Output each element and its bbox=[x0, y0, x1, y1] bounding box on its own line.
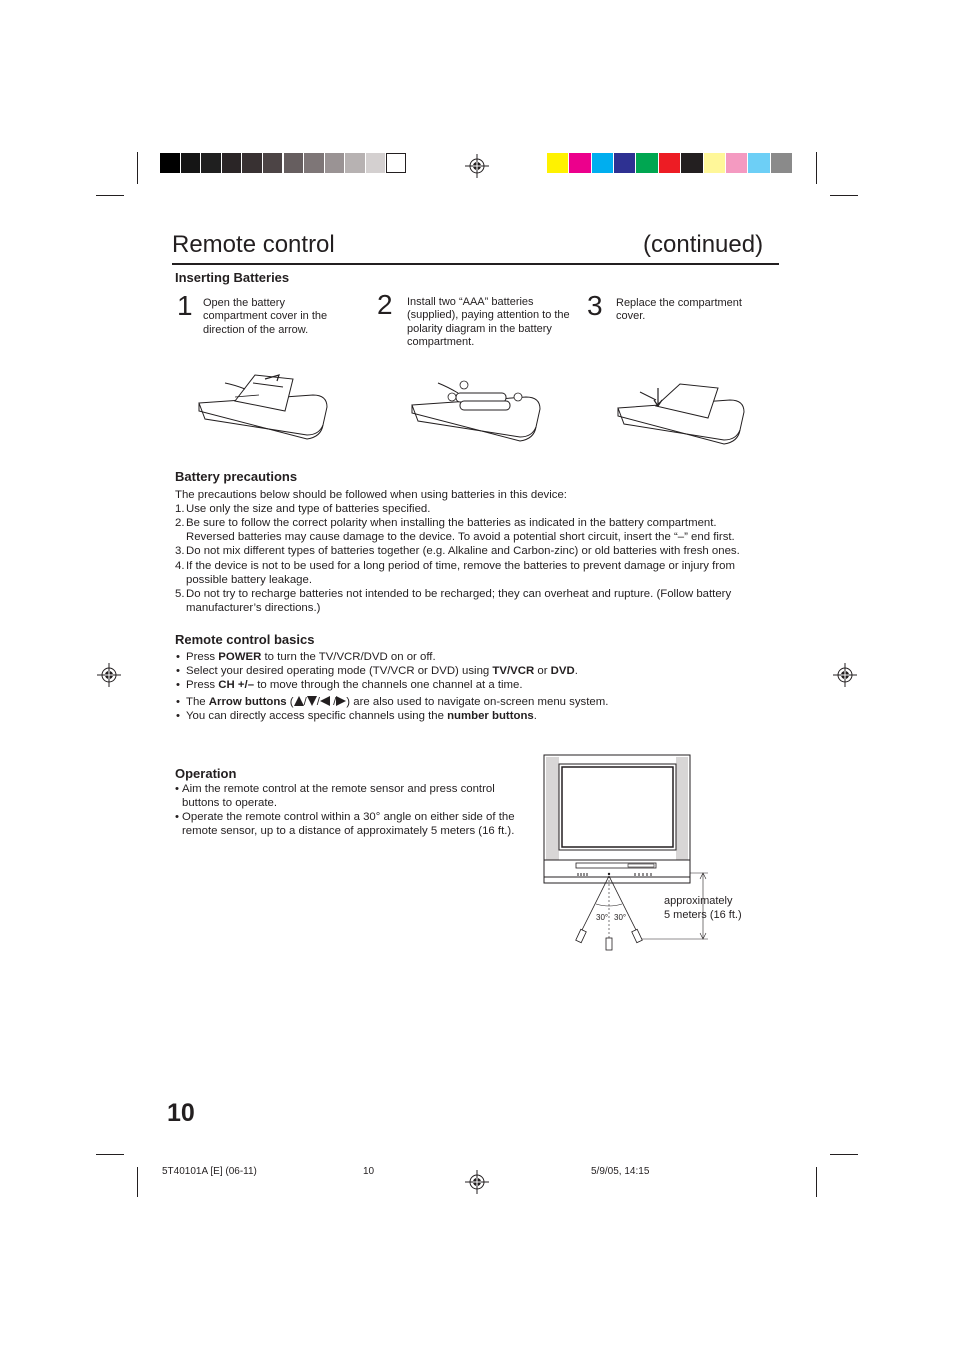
list-item-text: Do not mix different types of batteries together (e.g. Alkaline and Carbon-zinc) or old batteries with fresh ones. bbox=[186, 545, 740, 557]
color-swatch bbox=[222, 153, 242, 173]
step-3-number: 3 bbox=[587, 290, 603, 321]
step-3-text: Replace the compartment cover. bbox=[616, 297, 742, 323]
number-buttons-label: number buttons bbox=[447, 710, 534, 722]
operation-heading: Operation bbox=[175, 766, 237, 781]
color-swatch bbox=[592, 153, 613, 173]
step-1-number: 1 bbox=[177, 290, 193, 321]
bullet-text: to move through the channels one channel at a time. bbox=[254, 679, 523, 691]
list-item bbox=[175, 502, 765, 516]
crop-mark bbox=[137, 152, 138, 184]
crop-mark bbox=[96, 1154, 124, 1155]
crop-mark bbox=[830, 1154, 858, 1155]
color-swatch bbox=[284, 153, 304, 173]
color-swatch bbox=[201, 153, 221, 173]
arrow-down-icon bbox=[307, 696, 317, 706]
color-swatch bbox=[304, 153, 324, 173]
step-2-text: Install two “AAA” batteries (supplied), paying attention to the polarity diagram in the battery compartment. bbox=[407, 296, 570, 349]
page-title: Remote control bbox=[172, 231, 335, 258]
list-item-text: If the device is not to be used for a long period of time, remove the batteries to prevent damage or injury from possible battery leakage. bbox=[186, 560, 735, 587]
color-swatch bbox=[569, 153, 590, 173]
registration-mark-icon bbox=[465, 154, 489, 178]
distance-line-1: approximately bbox=[664, 895, 733, 907]
list-item-number: 3. bbox=[175, 545, 185, 557]
list-item bbox=[175, 587, 765, 615]
bullet-text: / bbox=[316, 696, 320, 708]
list-item-text: Use only the size and type of batteries specified. bbox=[186, 503, 431, 515]
list-item bbox=[175, 544, 765, 558]
distance-line-2: 5 meters (16 ft.) bbox=[664, 909, 742, 921]
footer-doc-code: 5T40101A [E] (06-11) bbox=[162, 1166, 257, 1177]
footer-sheet-number: 10 bbox=[363, 1166, 375, 1177]
tv-remote-sensor-illustration bbox=[540, 752, 720, 957]
list-item-number: 2. bbox=[175, 517, 185, 529]
angle-left-label: 30° bbox=[596, 913, 609, 922]
bullet-item: • You can directly access specific channels using the number buttons. bbox=[176, 710, 537, 722]
remote-replace-cover-illustration bbox=[614, 378, 749, 453]
bullet-item: • The Arrow buttons ( / / / ) are also used to navigate on-screen menu system. bbox=[176, 696, 609, 708]
color-swatch bbox=[345, 153, 365, 173]
color-swatch bbox=[659, 153, 680, 173]
step-1-text: Open the battery compartment cover in the direction of the arrow. bbox=[203, 297, 328, 336]
bullet-item: • Operate the remote control within a 30° angle on either side of the remote sensor, up to a distance of approximately 5 meters (16 ft.). bbox=[175, 810, 535, 838]
color-swatch bbox=[325, 153, 345, 173]
bullet-text: . bbox=[574, 665, 578, 677]
tv-vcr-button-label: TV/VCR bbox=[492, 665, 535, 677]
bullet-text: ( bbox=[286, 696, 294, 708]
bullet-text: The bbox=[186, 696, 209, 708]
page-number: 10 bbox=[167, 1099, 195, 1127]
gray-color-bar bbox=[160, 152, 407, 174]
color-swatch bbox=[748, 153, 769, 173]
crop-mark bbox=[96, 195, 124, 196]
arrow-right-icon bbox=[336, 696, 346, 706]
bullet-text: Select your desired operating mode (TV/VCR or DVD) using bbox=[186, 665, 493, 677]
precautions-intro: The precautions below should be followed when using batteries in this device: bbox=[175, 489, 567, 501]
color-swatch bbox=[771, 153, 792, 173]
registration-mark-icon bbox=[97, 663, 121, 687]
color-swatch bbox=[366, 153, 386, 173]
crop-mark bbox=[816, 152, 817, 184]
list-item-text: Do not try to recharge batteries not intended to be recharged; they can overheat and rupture. (Follow battery manufacturer’s directions.) bbox=[186, 588, 732, 615]
remote-insert-batteries-illustration bbox=[408, 375, 548, 450]
color-swatch bbox=[263, 153, 283, 173]
bullet-text: . bbox=[533, 710, 537, 722]
power-button-label: POWER bbox=[218, 651, 262, 663]
arrow-up-icon bbox=[294, 696, 304, 706]
color-swatch bbox=[636, 153, 657, 173]
bullet-item: • Aim the remote control at the remote sensor and press control buttons to operate. bbox=[175, 782, 535, 810]
bullet-text: ) are also used to navigate on-screen menu system. bbox=[346, 696, 609, 708]
crop-mark bbox=[816, 1167, 817, 1197]
battery-precautions-heading: Battery precautions bbox=[175, 469, 298, 484]
registration-mark-icon bbox=[833, 663, 857, 687]
distance-label bbox=[664, 894, 742, 922]
bullet-text: You can directly access specific channels using the bbox=[186, 710, 448, 722]
color-swatch bbox=[681, 153, 702, 173]
step-2-number: 2 bbox=[377, 289, 393, 320]
list-item bbox=[175, 516, 765, 544]
color-swatch bbox=[386, 153, 406, 173]
color-swatch bbox=[704, 153, 725, 173]
crop-mark bbox=[137, 1167, 138, 1197]
color-swatch bbox=[726, 153, 747, 173]
dvd-button-label: DVD bbox=[550, 665, 575, 677]
title-rule bbox=[172, 263, 779, 265]
registration-mark-icon bbox=[465, 1170, 489, 1194]
remote-basics-heading: Remote control basics bbox=[175, 632, 315, 647]
angle-right-label: 30° bbox=[614, 913, 627, 922]
color-swatch bbox=[160, 153, 180, 173]
list-item-number: 1. bbox=[175, 503, 185, 515]
color-swatch bbox=[242, 153, 262, 173]
bullet-item: • Press POWER to turn the TV/VCR/DVD on or off. bbox=[176, 651, 436, 663]
bullet-text: to turn the TV/VCR/DVD on or off. bbox=[261, 651, 436, 663]
color-swatch bbox=[181, 153, 201, 173]
bullet-item: • Select your desired operating mode (TV/VCR or DVD) using TV/VCR or DVD. bbox=[176, 665, 578, 677]
color-swatch bbox=[614, 153, 635, 173]
bullet-text: / bbox=[329, 696, 337, 708]
page-title-continued: (continued) bbox=[643, 231, 764, 258]
arrow-left-icon bbox=[320, 696, 330, 706]
list-item-number: 5. bbox=[175, 588, 185, 600]
bullet-item: • Press CH +/– to move through the channels one channel at a time. bbox=[176, 679, 523, 691]
arrow-buttons-label: Arrow buttons bbox=[208, 696, 287, 708]
list-item bbox=[175, 559, 765, 587]
bullet-text: Aim the remote control at the remote sensor and press control buttons to operate. bbox=[182, 783, 495, 809]
remote-open-cover-illustration bbox=[195, 365, 335, 445]
bullet-text: Press bbox=[186, 651, 219, 663]
crop-mark bbox=[830, 195, 858, 196]
color-swatch bbox=[547, 153, 568, 173]
list-item-text: Be sure to follow the correct polarity when installing the batteries as indicated in the battery compartment. Reversed batteries may cause damage to the device. To avoid a potential short circuit, insert the “–” end first. bbox=[186, 517, 735, 544]
list-item-number: 4. bbox=[175, 560, 185, 572]
inserting-batteries-heading: Inserting Batteries bbox=[175, 270, 290, 285]
bullet-text: / bbox=[303, 696, 307, 708]
bullet-text: Operate the remote control within a 30° angle on either side of the remote sensor, up to a distance of approximately 5 meters (16 ft.). bbox=[182, 811, 515, 837]
process-color-bar bbox=[547, 152, 793, 174]
bullet-text: or bbox=[534, 665, 551, 677]
ch-button-label: CH +/– bbox=[218, 679, 255, 691]
bullet-text: Press bbox=[186, 679, 219, 691]
footer-date: 5/9/05, 14:15 bbox=[591, 1166, 650, 1177]
